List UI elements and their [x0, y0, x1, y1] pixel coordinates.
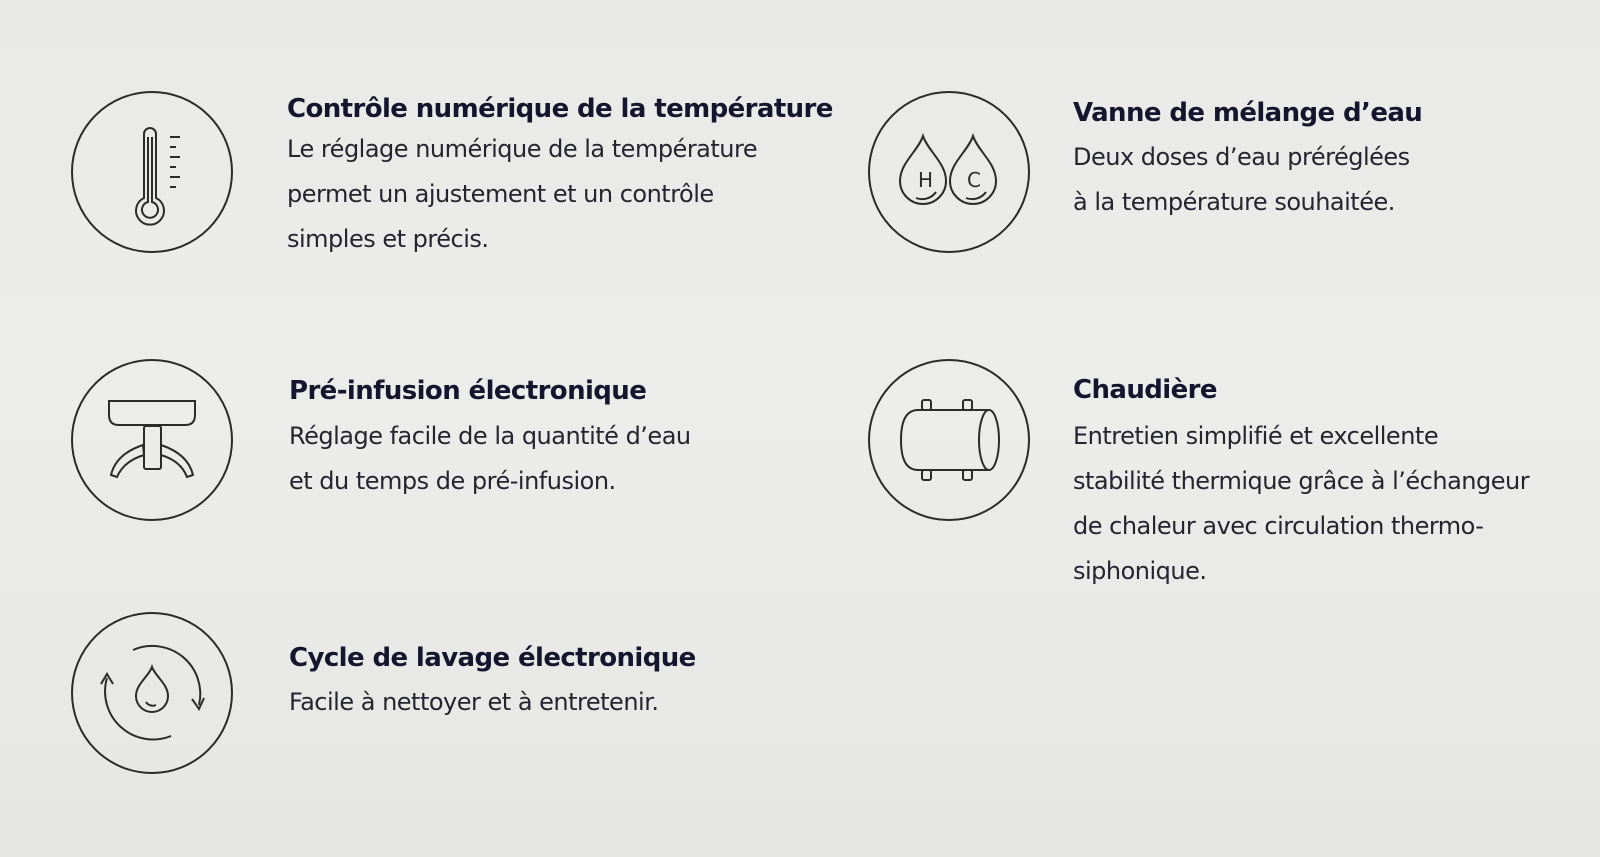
description-line: Deux doses d’eau préréglées: [1073, 143, 1410, 171]
description-line: Facile à nettoyer et à entretenir.: [289, 688, 659, 716]
feature-title: Contrôle numérique de la température: [287, 94, 833, 124]
feature-title: Pré-infusion électronique: [289, 376, 647, 406]
description-line: Le réglage numérique de la température: [287, 135, 758, 163]
feature-title: Vanne de mélange d’eau: [1073, 98, 1423, 128]
description-line: et du temps de pré-infusion.: [289, 467, 616, 495]
cold-letter: C: [967, 168, 981, 192]
feature-description: [1073, 135, 1422, 225]
water-drops-hot-cold-icon: [868, 91, 1030, 253]
description-line: permet un ajustement et un contrôle: [287, 180, 714, 208]
feature-description: [287, 127, 833, 262]
description-line: simples et précis.: [287, 225, 489, 253]
thermometer-icon: [71, 91, 233, 253]
feature-description: [289, 680, 696, 725]
feature-description: [1073, 414, 1529, 594]
hot-letter: H: [918, 168, 934, 192]
description-line: Réglage facile de la quantité d’eau: [289, 422, 691, 450]
feature-description: [289, 414, 691, 504]
wash-cycle-icon: [71, 612, 233, 774]
description-line: stabilité thermique grâce à l’échangeur: [1073, 467, 1530, 495]
description-line: siphonique.: [1073, 557, 1207, 585]
feature-title: Chaudière: [1073, 375, 1217, 405]
description-line: Entretien simplifié et excellente: [1073, 422, 1439, 450]
description-line: de chaleur avec circulation thermo-: [1073, 512, 1484, 540]
boiler-icon: [868, 359, 1030, 521]
brew-group-icon: [71, 359, 233, 521]
feature-title: Cycle de lavage électronique: [289, 643, 696, 673]
description-line: à la température souhaitée.: [1073, 188, 1395, 216]
